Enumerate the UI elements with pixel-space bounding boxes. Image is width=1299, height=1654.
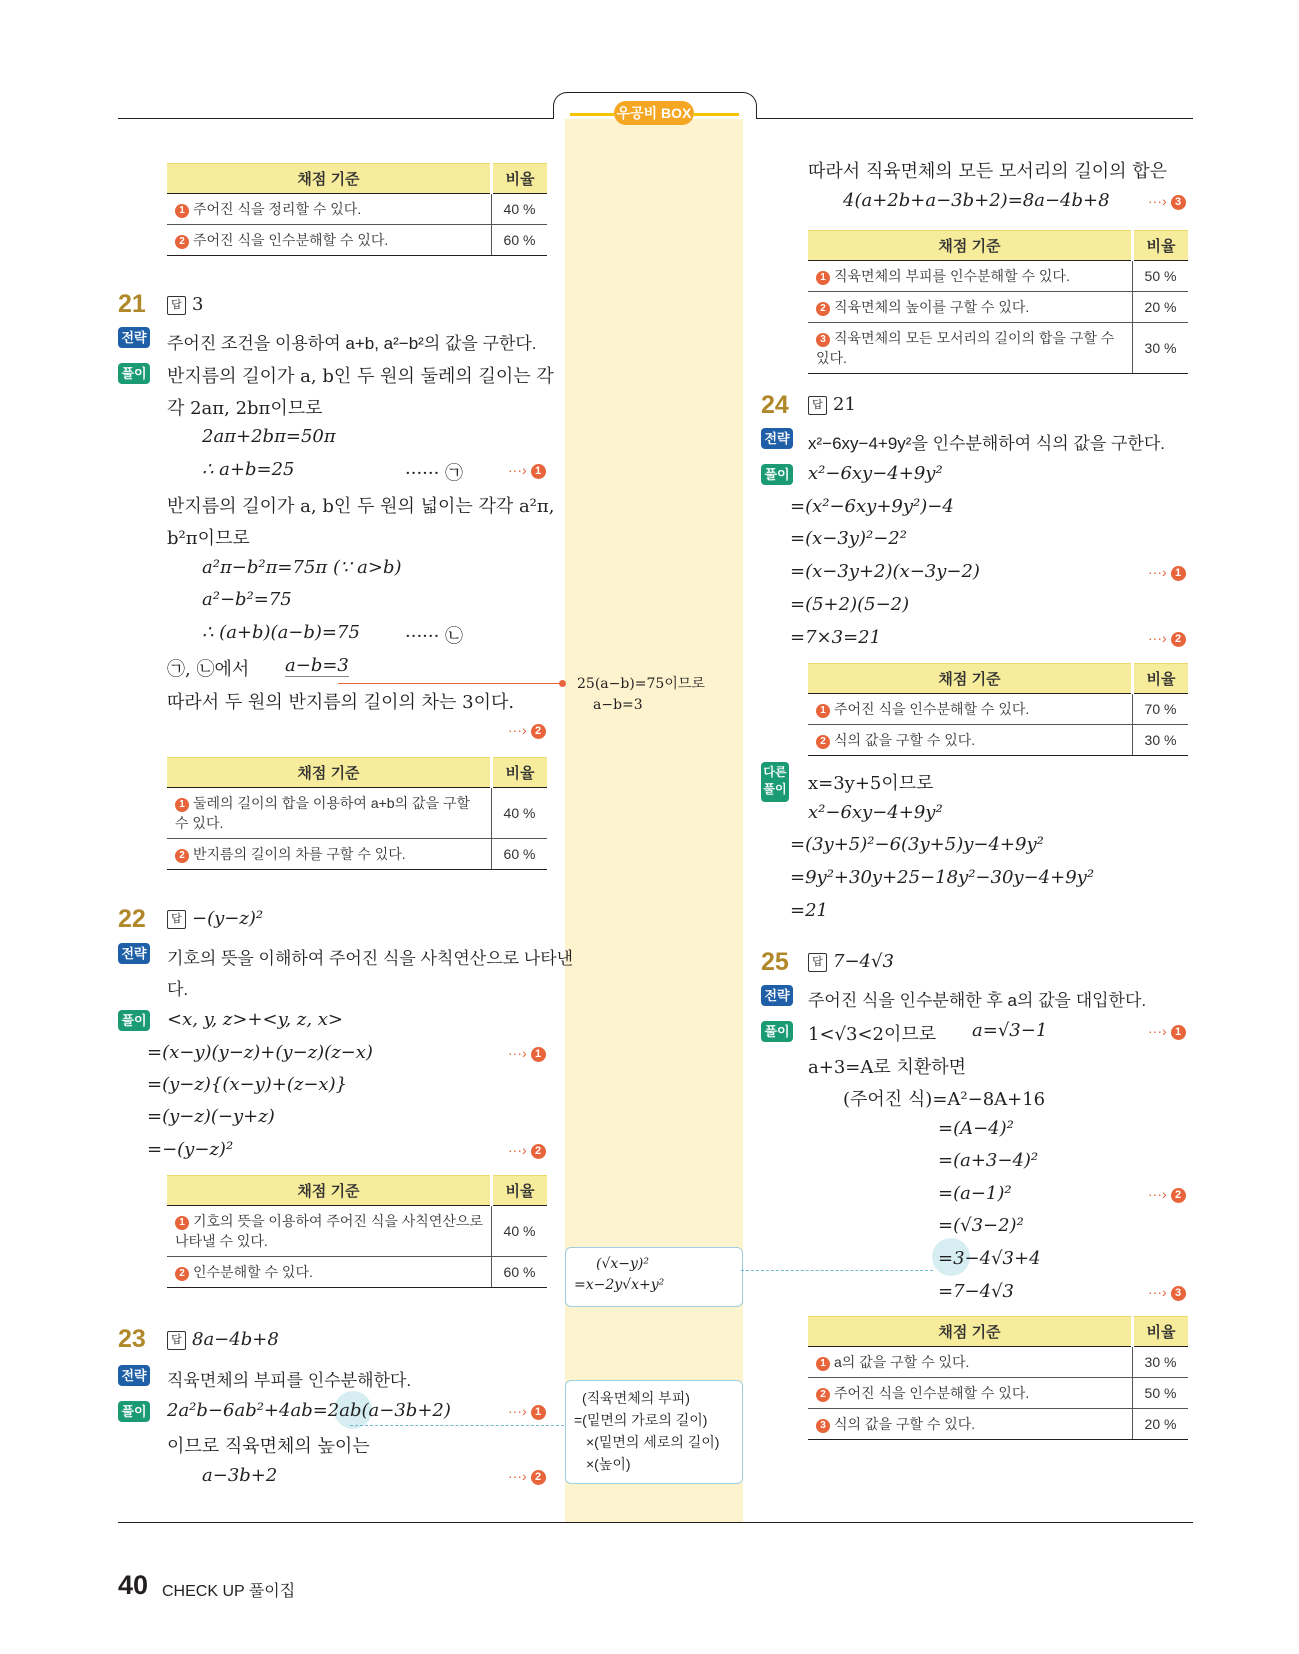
equation: =(y−z){(x−y)+(z−x)}	[147, 1074, 348, 1095]
score-header-ratio: 비율	[1133, 231, 1189, 261]
q25-score-table	[808, 1316, 1188, 1440]
solution-line: 따라서 두 원의 반지름의 길이의 차는 3이다.	[167, 692, 515, 713]
answer: 답 8a−4b+8	[167, 1329, 279, 1350]
strategy-badge: 전략	[761, 428, 793, 449]
equation: a²−b²=75	[202, 589, 292, 610]
strategy-badge: 전략	[118, 1365, 150, 1386]
score-criterion: 1 기호의 뜻을 이용하여 주어진 식을 사칙연산으로 나타낼 수 있다.	[167, 1206, 492, 1257]
box-line-right	[694, 113, 739, 116]
note-text: 25(a−b)=75이므로 a−b=3	[577, 676, 705, 713]
answer: 답 7−4√3	[808, 951, 894, 972]
solution-badge: 풀이	[118, 1401, 150, 1422]
score-criterion: 1 a의 값을 구할 수 있다.	[808, 1347, 1133, 1378]
step-marker: ···› 3	[1148, 193, 1186, 210]
score-criterion: 1 주어진 식을 정리할 수 있다.	[167, 194, 492, 225]
answer-icon: 답	[808, 396, 827, 415]
equation: =(x−3y)²−2²	[790, 528, 907, 549]
score-header-criteria: 채점 기준	[167, 1176, 492, 1206]
center-note-column	[565, 110, 743, 1522]
score-header-criteria: 채점 기준	[808, 1317, 1133, 1347]
solution-line: 반지름의 길이가 a, b인 두 원의 둘레의 길이는 각	[167, 366, 554, 387]
strategy-text: 주어진 조건을 이용하여 a+b, a²−b²의 값을 구한다.	[167, 334, 537, 353]
equation: =(x−y)(y−z)+(y−z)(z−x)	[147, 1042, 373, 1063]
score-header-ratio: 비율	[1133, 664, 1189, 694]
answer: 답 3	[167, 294, 203, 315]
equation: =21	[790, 900, 828, 921]
strategy-badge: 전략	[761, 985, 793, 1006]
score-header-ratio: 비율	[492, 164, 548, 194]
equation: x²−6xy−4+9y²	[808, 802, 943, 823]
equation: =(5+2)(5−2)	[790, 594, 910, 615]
step-marker: ···› 1	[508, 462, 546, 479]
equation: =(a+3−4)²	[938, 1150, 1039, 1171]
solution-badge: 풀이	[118, 363, 150, 384]
equation: =(3y+5)²−6(3y+5)y−4+9y²	[790, 834, 1044, 855]
score-ratio: 20 %	[1133, 292, 1189, 323]
score-criterion: 3 식의 값을 구할 수 있다.	[808, 1409, 1133, 1440]
score-criterion: 2 직육면체의 높이를 구할 수 있다.	[808, 292, 1133, 323]
score-criterion: 1 주어진 식을 인수분해할 수 있다.	[808, 694, 1133, 725]
solution-badge: 풀이	[118, 1010, 150, 1031]
score-ratio: 50 %	[1133, 261, 1189, 292]
equation: =(√3−2)²	[938, 1215, 1024, 1236]
q22-score-table	[167, 1175, 547, 1288]
q20-score-table	[167, 163, 547, 256]
score-ratio: 30 %	[1133, 1347, 1189, 1378]
score-criterion: 1 직육면체의 부피를 인수분해할 수 있다.	[808, 261, 1133, 292]
equation: x²−6xy−4+9y²	[808, 463, 943, 484]
equation: =7−4√3	[938, 1281, 1014, 1302]
note-box: (√x−y)² =x−2y√x+y²	[565, 1247, 743, 1307]
equation: a−3b+2	[202, 1465, 278, 1486]
equation: =−(y−z)²	[147, 1139, 234, 1160]
solution-line: 1<√3<2이므로	[808, 1024, 937, 1045]
step-marker: ···› 1	[1148, 564, 1186, 581]
solution-line: x=3y+5이므로	[808, 773, 934, 794]
score-criterion: 2 반지름의 길이의 차를 구할 수 있다.	[167, 839, 492, 870]
strategy-badge: 전략	[118, 327, 150, 348]
score-criterion: 3 직육면체의 모든 모서리의 길이의 합을 구할 수 있다.	[808, 323, 1133, 374]
note-connector	[741, 1270, 933, 1271]
box-label: 우공비 BOX	[614, 101, 694, 125]
bottom-rule	[118, 1522, 1193, 1523]
step-marker: ···› 2	[508, 722, 546, 739]
score-ratio: 70 %	[1133, 694, 1189, 725]
step-marker: ···› 1	[508, 1403, 546, 1420]
note-box: (직육면체의 부피) =(밑면의 가로의 길이) ×(밑면의 세로의 길이) ×(높이)	[565, 1380, 743, 1484]
strategy-badge: 전략	[118, 943, 150, 964]
strategy-text: 기호의 뜻을 이해하여 주어진 식을 사칙연산으로 나타낸	[167, 949, 574, 968]
step-marker: ···› 1	[1148, 1023, 1186, 1040]
equation: =3−4√3+4	[938, 1248, 1041, 1269]
score-header-criteria: 채점 기준	[808, 231, 1133, 261]
q21-score-table	[167, 757, 547, 870]
note-connector	[338, 683, 562, 684]
equation: 2a²b−6ab²+4ab=2ab(a−3b+2)	[167, 1400, 451, 1421]
equation: =(A−4)²	[938, 1118, 1014, 1139]
question-number: 21	[118, 290, 146, 318]
strategy-text: 다.	[167, 980, 189, 999]
solution-line: 반지름의 길이가 a, b인 두 원의 넓이는 각각 a²π,	[167, 496, 555, 517]
step-marker: ···› 2	[508, 1142, 546, 1159]
step-marker: ···› 1	[508, 1045, 546, 1062]
equation: =7×3=21	[790, 627, 882, 648]
equation: =9y²+30y+25−18y²−30y−4+9y²	[790, 867, 1095, 888]
equation: 2aπ+2bπ=50π	[202, 426, 336, 447]
score-header-ratio: 비율	[492, 758, 548, 788]
answer: 답 21	[808, 394, 856, 415]
equation: a²π−b²π=75π (∵ a>b)	[202, 557, 402, 578]
equation: 4(a+2b+a−3b+2)=8a−4b+8	[843, 190, 1110, 211]
score-header-ratio: 비율	[1133, 1317, 1189, 1347]
alt-solution-badge: 다른 풀이	[761, 762, 789, 802]
marker: ······ ㉡	[405, 626, 464, 647]
answer-icon: 답	[167, 1331, 186, 1350]
solution-line: 이므로 직육면체의 높이는	[167, 1436, 370, 1457]
solution-badge: 풀이	[761, 464, 793, 485]
equation: a=√3−1	[972, 1020, 1048, 1041]
score-ratio: 50 %	[1133, 1378, 1189, 1409]
question-number: 24	[761, 391, 789, 419]
score-ratio: 40 %	[492, 788, 548, 839]
score-criterion: 1 둘레의 길이의 합을 이용하여 a+b의 값을 구할 수 있다.	[167, 788, 492, 839]
equation: ∴ a+b=25	[202, 459, 295, 480]
score-ratio: 40 %	[492, 1206, 548, 1257]
box-line-left	[570, 113, 614, 116]
question-number: 23	[118, 1325, 146, 1353]
solution-badge: 풀이	[761, 1021, 793, 1042]
equation: =(a−1)²	[938, 1183, 1012, 1204]
answer-icon: 답	[167, 910, 186, 929]
question-number: 25	[761, 948, 789, 976]
equation: =(x−3y+2)(x−3y−2)	[790, 561, 980, 582]
q24-score-table	[808, 663, 1188, 756]
connector-dot	[559, 680, 566, 687]
score-criterion: 2 식의 값을 구할 수 있다.	[808, 725, 1133, 756]
answer: 답 −(y−z)²	[167, 908, 263, 929]
score-ratio: 40 %	[492, 194, 548, 225]
equation: (주어진 식)=A²−8A+16	[843, 1089, 1046, 1110]
question-number: 22	[118, 905, 146, 933]
strategy-text: 직육면체의 부피를 인수분해한다.	[167, 1371, 412, 1390]
strategy-text: 주어진 식을 인수분해한 후 a의 값을 대입한다.	[808, 991, 1147, 1010]
score-ratio: 30 %	[1133, 323, 1189, 374]
score-ratio: 60 %	[492, 839, 548, 870]
score-header-criteria: 채점 기준	[808, 664, 1133, 694]
score-ratio: 30 %	[1133, 725, 1189, 756]
equation: =(x²−6xy+9y²)−4	[790, 496, 954, 517]
step-marker: ···› 2	[508, 1468, 546, 1485]
equation: =(y−z)(−y+z)	[147, 1106, 275, 1127]
solution-line: 각 2aπ, 2bπ이므로	[167, 398, 323, 419]
strategy-text: x²−6xy−4+9y²을 인수분해하여 식의 값을 구한다.	[808, 434, 1165, 453]
page-number: 40	[118, 1570, 149, 1600]
score-ratio: 60 %	[492, 1257, 548, 1288]
solution-line: 따라서 직육면체의 모든 모서리의 길이의 합은	[808, 161, 1167, 182]
note-connector	[350, 1425, 564, 1426]
equation: ∴ (a+b)(a−b)=75	[202, 622, 360, 643]
q23-score-table	[808, 230, 1188, 374]
score-header-ratio: 비율	[492, 1176, 548, 1206]
score-ratio: 20 %	[1133, 1409, 1189, 1440]
step-marker: ···› 2	[1148, 630, 1186, 647]
step-marker: ···› 3	[1148, 1284, 1186, 1301]
solution-line: ㉠, ㉡에서	[167, 659, 250, 680]
answer-icon: 답	[808, 953, 827, 972]
score-header-criteria: 채점 기준	[167, 164, 492, 194]
marker: ······ ㉠	[405, 463, 464, 484]
score-ratio: 60 %	[492, 225, 548, 256]
footer-title: CHECK UP 풀이집	[162, 1583, 296, 1600]
score-header-criteria: 채점 기준	[167, 758, 492, 788]
equation: <x, y, z>+<y, z, x>	[167, 1009, 344, 1030]
score-criterion: 2 주어진 식을 인수분해할 수 있다.	[808, 1378, 1133, 1409]
score-criterion: 2 인수분해할 수 있다.	[167, 1257, 492, 1288]
equation: a−b=3	[285, 655, 349, 676]
step-marker: ···› 2	[1148, 1186, 1186, 1203]
answer-icon: 답	[167, 296, 186, 315]
solution-line: b²π이므로	[167, 528, 250, 549]
score-criterion: 2 주어진 식을 인수분해할 수 있다.	[167, 225, 492, 256]
solution-line: a+3=A로 치환하면	[808, 1057, 967, 1078]
